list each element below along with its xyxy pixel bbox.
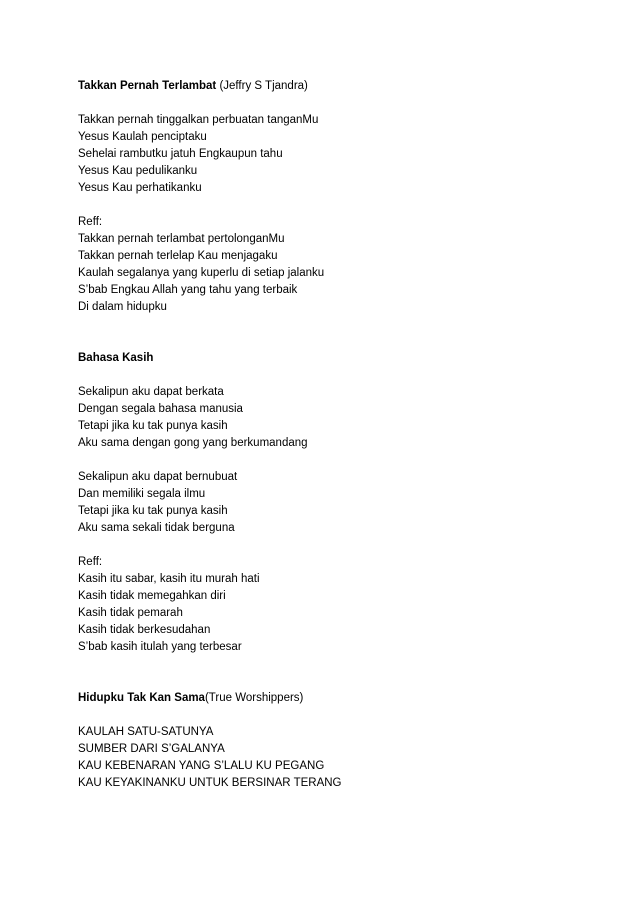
lyric-line: Kasih tidak pemarah bbox=[78, 607, 183, 619]
lyric-line: Sekalipun aku dapat berkata bbox=[78, 386, 224, 398]
spacer bbox=[78, 452, 598, 469]
spacer bbox=[78, 197, 598, 214]
lyric-line: Tetapi jika ku tak punya kasih bbox=[78, 505, 228, 517]
song-artist: (True Worshippers) bbox=[204, 692, 304, 704]
spacer bbox=[78, 316, 598, 350]
lyric-line: S’bab kasih itulah yang terbesar bbox=[78, 641, 242, 653]
song-heading bbox=[78, 350, 598, 367]
song-heading bbox=[78, 78, 598, 95]
song-title: Hidupku Tak Kan Sama bbox=[78, 692, 205, 704]
lyric-line: Di dalam hidupku bbox=[78, 301, 167, 313]
reff-label: Reff: bbox=[78, 216, 103, 228]
spacer bbox=[78, 656, 598, 690]
lyric-line: Kasih tidak berkesudahan bbox=[78, 624, 211, 636]
song-title: Bahasa Kasih bbox=[78, 352, 154, 364]
lyric-line: Dan memiliki segala ilmu bbox=[78, 488, 206, 500]
lyric-line: SUMBER DARI S’GALANYA bbox=[78, 743, 225, 755]
lyric-line: Yesus Kaulah penciptaku bbox=[78, 131, 207, 143]
lyric-line: Sehelai rambutku jatuh Engkaupun tahu bbox=[78, 148, 283, 160]
lyric-line: KAU KEYAKINANKU UNTUK BERSINAR TERANG bbox=[78, 777, 342, 789]
spacer bbox=[78, 707, 598, 724]
lyric-line: Aku sama sekali tidak berguna bbox=[78, 522, 235, 534]
spacer bbox=[78, 367, 598, 384]
lyric-line: S’bab Engkau Allah yang tahu yang terbaik bbox=[78, 284, 298, 296]
lyric-line: Yesus Kau perhatikanku bbox=[78, 182, 202, 194]
lyric-line: Dengan segala bahasa manusia bbox=[78, 403, 243, 415]
lyric-line: Kasih itu sabar, kasih itu murah hati bbox=[78, 573, 260, 585]
song-heading bbox=[78, 690, 598, 707]
lyric-line: KAULAH SATU-SATUNYA bbox=[78, 726, 214, 738]
lyric-line: Sekalipun aku dapat bernubuat bbox=[78, 471, 238, 483]
lyric-line: Takkan pernah tinggalkan perbuatan tanganMu bbox=[78, 114, 319, 126]
lyric-line: Aku sama dengan gong yang berkumandang bbox=[78, 437, 308, 449]
lyric-line: KAU KEBENARAN YANG S’LALU KU PEGANG bbox=[78, 760, 325, 772]
lyric-line: Kaulah segalanya yang kuperlu di setiap jalanku bbox=[78, 267, 325, 279]
lyric-line: Takkan pernah terlelap Kau menjagaku bbox=[78, 250, 278, 262]
spacer bbox=[78, 95, 598, 112]
document-page bbox=[78, 78, 598, 792]
lyric-line: Kasih tidak memegahkan diri bbox=[78, 590, 226, 602]
lyric-line: Yesus Kau pedulikanku bbox=[78, 165, 198, 177]
spacer bbox=[78, 537, 598, 554]
lyric-line: Takkan pernah terlambat pertolonganMu bbox=[78, 233, 285, 245]
song-artist: (Jeffry S Tjandra) bbox=[216, 80, 308, 92]
lyric-line: Tetapi jika ku tak punya kasih bbox=[78, 420, 228, 432]
song-title: Takkan Pernah Terlambat bbox=[78, 80, 217, 92]
reff-label: Reff: bbox=[78, 556, 103, 568]
